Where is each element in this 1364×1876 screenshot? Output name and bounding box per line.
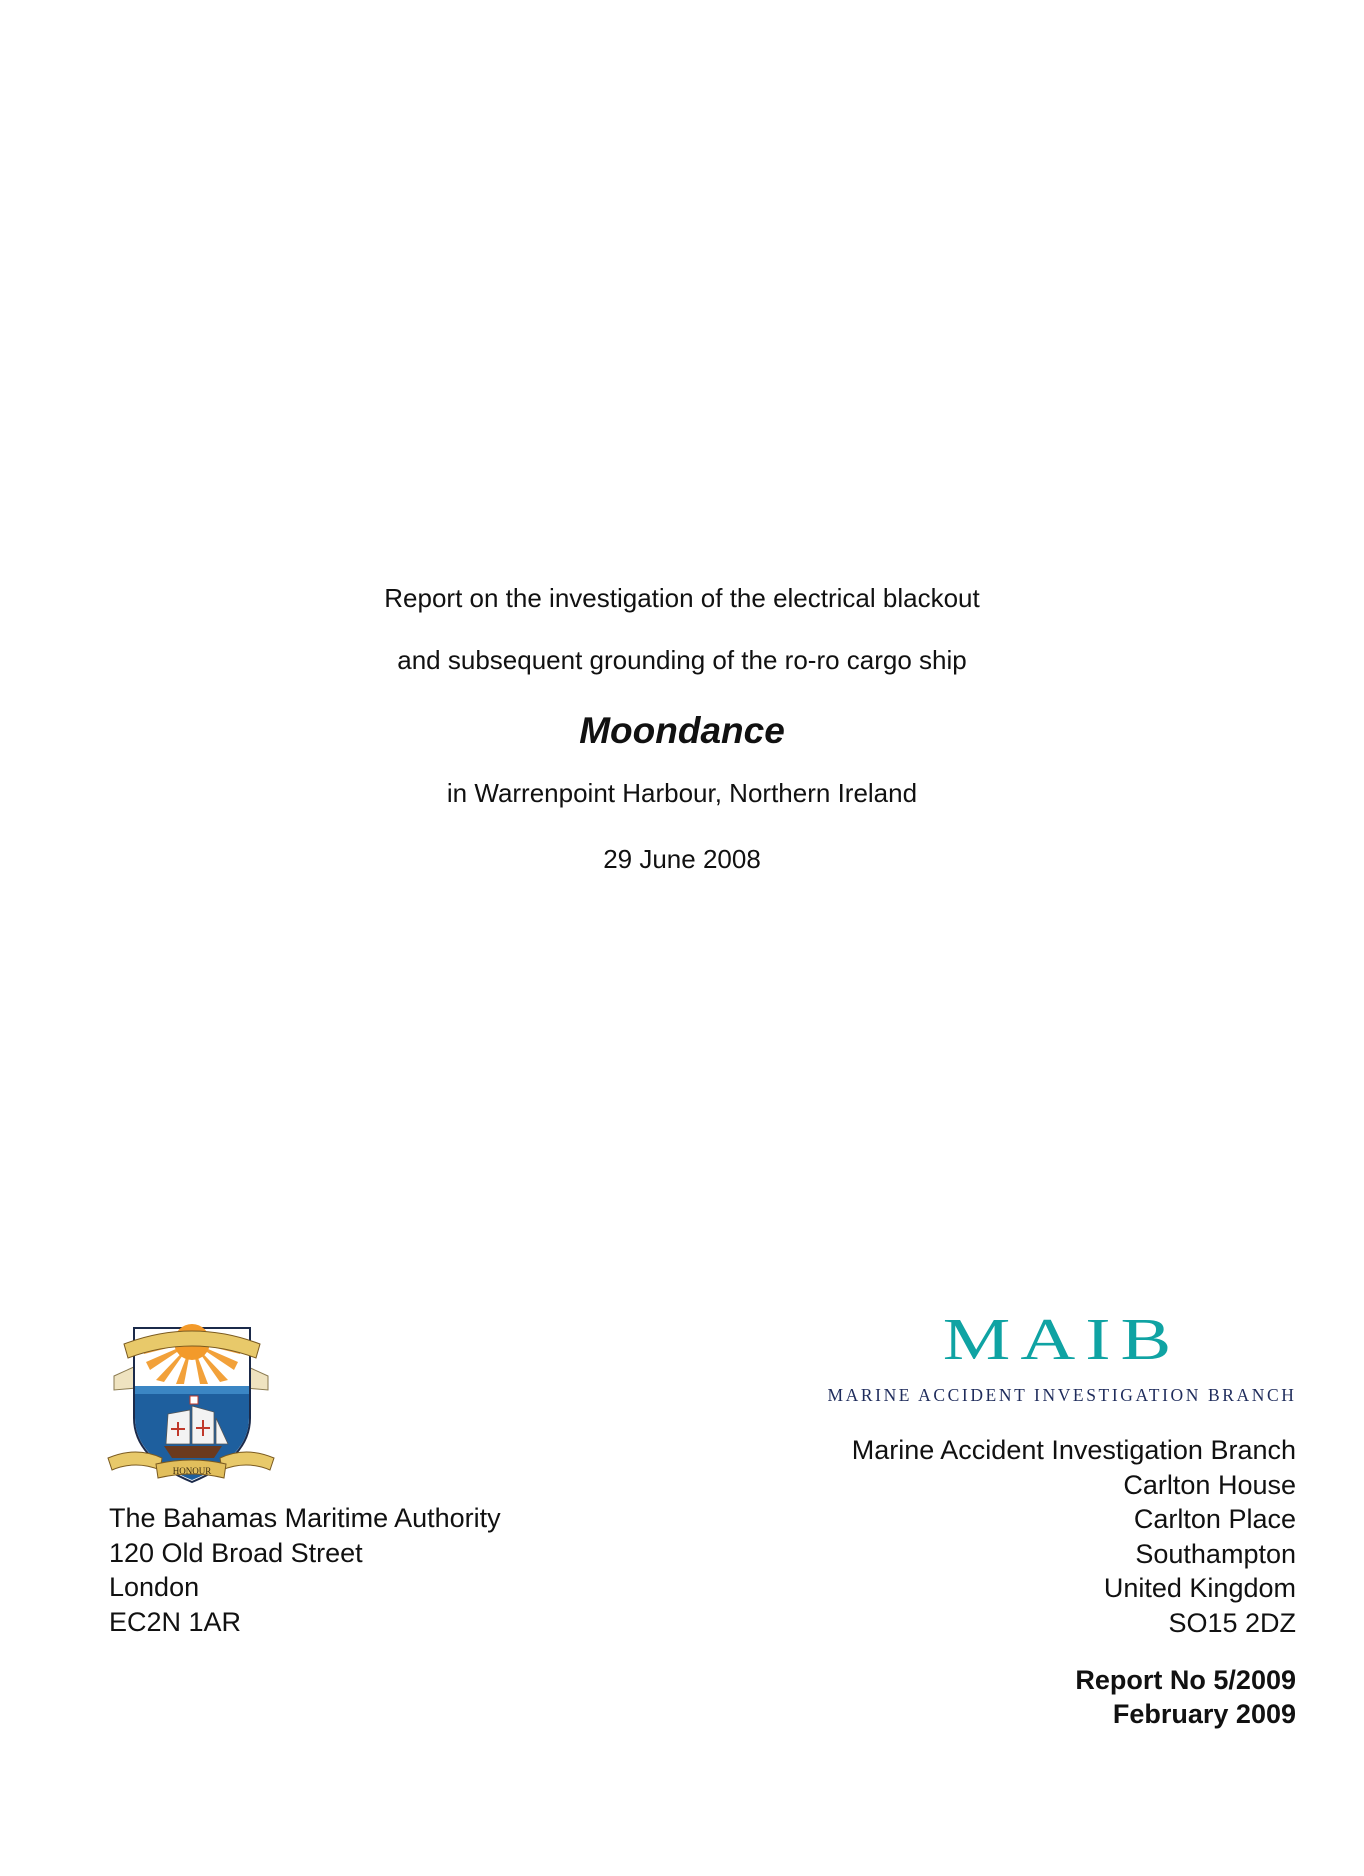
maib-logo-subtitle: MARINE ACCIDENT INVESTIGATION BRANCH xyxy=(827,1385,1297,1405)
address-line: Carlton House xyxy=(1123,1469,1296,1500)
title-line-2: and subsequent grounding of the ro-ro cargo ship xyxy=(397,645,967,675)
report-date: February 2009 xyxy=(1112,1699,1296,1729)
address-line: The Bahamas Maritime Authority xyxy=(109,1503,501,1533)
address-line: Carlton Place xyxy=(1133,1504,1296,1534)
incident-location: in Warrenpoint Harbour, Northern Ireland xyxy=(446,778,918,808)
bahamas-maritime-authority-address xyxy=(109,1501,501,1639)
address-line: London xyxy=(109,1572,200,1602)
incident-date: 29 June 2008 xyxy=(603,844,761,874)
maib-logo-letters: MAIB xyxy=(942,1306,1182,1373)
address-line: United Kingdom xyxy=(1103,1573,1296,1603)
maib-logo xyxy=(826,1306,1298,1408)
bahamas-maritime-authority-logo xyxy=(106,1318,276,1490)
address-line: SO15 2DZ xyxy=(1168,1607,1296,1638)
bahamas-maritime-authority-crest-icon xyxy=(106,1318,276,1490)
address-line: Southampton xyxy=(1135,1538,1296,1569)
address-line: EC2N 1AR xyxy=(109,1606,242,1637)
svg-text:HONOUR: HONOUR xyxy=(172,1466,212,1476)
title-line-1: Report on the investigation of the electrical blackout xyxy=(384,583,980,613)
report-metadata xyxy=(1075,1663,1296,1731)
address-line: 120 Old Broad Street xyxy=(109,1537,363,1568)
maib-address xyxy=(852,1433,1296,1640)
report-number: Report No 5/2009 xyxy=(1075,1665,1296,1695)
ship-name: Moondance xyxy=(579,710,785,751)
address-line: Marine Accident Investigation Branch xyxy=(851,1435,1296,1465)
